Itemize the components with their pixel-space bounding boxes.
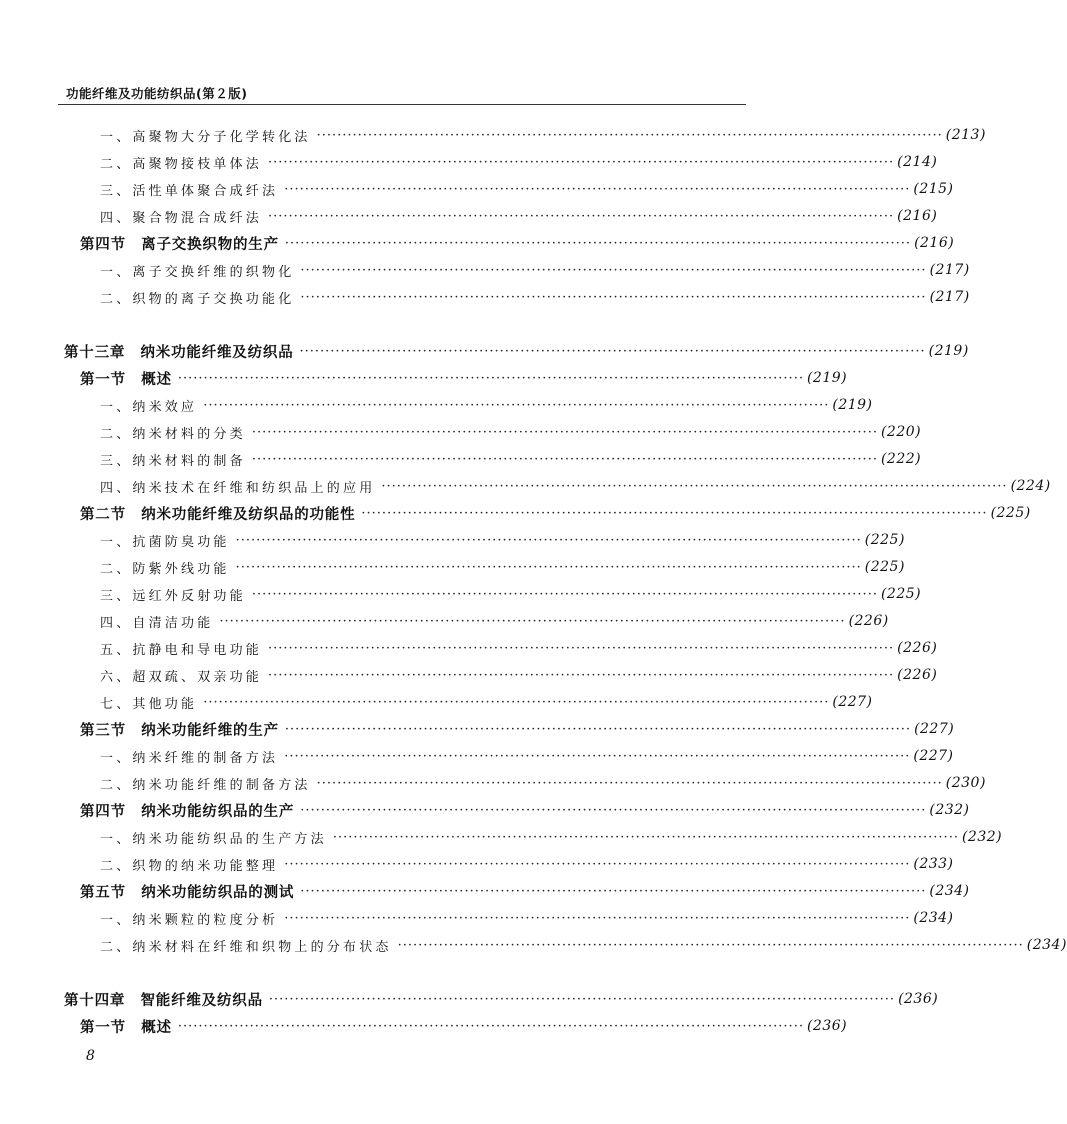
toc-page-number: (225) xyxy=(864,559,905,575)
toc-entry-title: 三、纳米材料的制备 xyxy=(100,453,246,469)
toc-page-number: (227) xyxy=(832,694,873,710)
toc-entry-title: 一、纳米功能纺织品的生产方法 xyxy=(100,831,327,847)
toc-entry-title: 二、高聚物接枝单体法 xyxy=(100,156,263,172)
toc-page-number: (233) xyxy=(913,856,954,872)
toc-item xyxy=(100,421,922,443)
dot-leader: ·························································································································· xyxy=(284,748,911,764)
dot-leader: ·························································································································· xyxy=(268,154,895,170)
toc-page-number: (226) xyxy=(897,667,938,683)
dot-leader: ·························································································································· xyxy=(316,127,943,143)
toc-entry-title: 五、抗静电和导电功能 xyxy=(100,642,263,658)
toc-entry-title: 七、其他功能 xyxy=(100,696,198,712)
toc-item xyxy=(100,529,905,551)
toc-page-number: (219) xyxy=(928,343,969,359)
dot-leader: ·························································································································· xyxy=(203,397,830,413)
toc-page-number: (236) xyxy=(806,1018,848,1034)
toc-page-number: (230) xyxy=(945,775,986,791)
toc-page-number: (214) xyxy=(897,154,938,170)
toc-section xyxy=(80,880,970,902)
toc-page-number: (226) xyxy=(897,640,938,656)
toc-page-number: (234) xyxy=(929,883,970,899)
toc-item xyxy=(100,934,1067,956)
toc-page-number: (225) xyxy=(864,532,905,548)
toc-section xyxy=(80,502,1031,524)
toc-entry-title: 第三节 纳米功能纤维的生产 xyxy=(80,722,279,739)
toc-entry-title: 一、高聚物大分子化学转化法 xyxy=(100,129,311,145)
dot-leader: ·························································································································· xyxy=(284,856,911,872)
dot-leader: ·························································································································· xyxy=(235,559,862,575)
toc-page-number: (236) xyxy=(898,991,939,1007)
toc-page-number: (227) xyxy=(913,748,954,764)
dot-leader: ·························································································································· xyxy=(268,640,895,656)
toc-item xyxy=(100,772,986,794)
dot-leader: ·························································································································· xyxy=(300,262,927,278)
toc-item xyxy=(100,178,954,200)
toc-item xyxy=(100,853,954,875)
toc-entry-title: 四、纳米技术在纤维和纺织品上的应用 xyxy=(100,480,376,496)
toc-item xyxy=(100,475,1051,497)
dot-leader: ·························································································································· xyxy=(177,1018,804,1034)
toc-entry-title: 第一节 概述 xyxy=(80,371,172,388)
dot-leader: ·························································································································· xyxy=(299,343,926,359)
toc-entry-title: 六、超双疏、双亲功能 xyxy=(100,669,263,685)
dot-leader: ·························································································································· xyxy=(300,802,927,818)
toc-entry-title: 第十三章 纳米功能纤维及纺织品 xyxy=(64,344,294,361)
toc-page-number: (226) xyxy=(848,613,889,629)
toc-item xyxy=(100,556,905,578)
dot-leader: ·························································································································· xyxy=(300,289,927,305)
toc-entry-title: 二、织物的纳米功能整理 xyxy=(100,858,279,874)
dot-leader: ·························································································································· xyxy=(284,235,912,251)
toc-chapter xyxy=(64,988,939,1010)
toc-item xyxy=(100,637,938,659)
dot-leader: ·························································································································· xyxy=(316,775,943,791)
toc-entry-title: 第一节 概述 xyxy=(80,1019,172,1036)
toc-page-number: (222) xyxy=(880,451,922,467)
toc-page-number: (225) xyxy=(880,586,922,602)
toc-page-number: (232) xyxy=(961,829,1003,845)
toc-page-number: (220) xyxy=(880,424,922,440)
toc-item xyxy=(100,826,1003,848)
dot-leader: ·························································································································· xyxy=(235,532,862,548)
dot-leader: ·························································································································· xyxy=(284,181,911,197)
toc-item xyxy=(100,745,954,767)
toc-entry-title: 三、远红外反射功能 xyxy=(100,588,246,604)
dot-leader: ·························································································································· xyxy=(268,991,896,1007)
toc-page-number: (216) xyxy=(897,208,938,224)
toc-section xyxy=(80,718,955,740)
dot-leader: ·························································································································· xyxy=(251,424,878,440)
toc-section xyxy=(80,1015,848,1037)
toc-entry-title: 第四节 纳米功能纺织品的生产 xyxy=(80,803,295,820)
dot-leader: ·························································································································· xyxy=(177,370,804,386)
toc-entry-title: 四、自清洁功能 xyxy=(100,615,214,631)
toc-entry-title: 四、聚合物混合成纤法 xyxy=(100,210,263,226)
toc-item xyxy=(100,151,938,173)
toc-entry-title: 一、纳米颗粒的粒度分析 xyxy=(100,912,279,928)
dot-leader: ·························································································································· xyxy=(397,937,1024,953)
toc-page-number: (213) xyxy=(945,127,986,143)
toc-item xyxy=(100,259,970,281)
toc-entry-title: 一、纳米效应 xyxy=(100,399,198,415)
toc-page-number: (216) xyxy=(914,235,955,251)
toc-entry-title: 二、纳米材料的分类 xyxy=(100,426,246,442)
toc-page-number: (215) xyxy=(913,181,954,197)
toc-item xyxy=(100,124,986,146)
toc-item xyxy=(100,907,954,929)
toc-entry-title: 二、纳米材料在纤维和织物上的分布状态 xyxy=(100,939,392,955)
toc-entry-title: 二、纳米功能纤维的制备方法 xyxy=(100,777,311,793)
toc-entry-title: 第五节 纳米功能纺织品的测试 xyxy=(80,884,295,901)
toc-item xyxy=(100,205,938,227)
toc-item xyxy=(100,664,938,686)
dot-leader: ·························································································································· xyxy=(251,451,878,467)
toc-page-number: (234) xyxy=(1026,937,1067,953)
toc-entry-title: 二、防紫外线功能 xyxy=(100,561,230,577)
toc-item xyxy=(100,448,922,470)
dot-leader: ·························································································································· xyxy=(361,505,988,521)
dot-leader: ·························································································································· xyxy=(300,883,927,899)
toc-page-number: (219) xyxy=(832,397,873,413)
toc-page-number: (217) xyxy=(929,262,970,278)
toc-item xyxy=(100,583,922,605)
dot-leader: ·························································································································· xyxy=(284,910,911,926)
toc-entry-title: 三、活性单体聚合成纤法 xyxy=(100,183,279,199)
toc-item xyxy=(100,286,970,308)
toc-section xyxy=(80,232,955,254)
dot-leader: ·························································································································· xyxy=(268,667,895,683)
toc-page-number: (219) xyxy=(806,370,848,386)
dot-leader: ·························································································································· xyxy=(284,721,912,737)
header-rule xyxy=(58,104,746,105)
toc-page-number: (224) xyxy=(1010,478,1051,494)
toc-page-number: (232) xyxy=(929,802,970,818)
toc-page-number: (225) xyxy=(990,505,1031,521)
dot-leader: ·························································································································· xyxy=(332,829,959,845)
toc-chapter xyxy=(64,340,969,362)
toc-page-number: (227) xyxy=(914,721,955,737)
toc-entry-title: 一、抗菌防臭功能 xyxy=(100,534,230,550)
page-number: 8 xyxy=(86,1048,95,1064)
toc-page-number: (234) xyxy=(913,910,954,926)
toc-entry-title: 第四节 离子交换织物的生产 xyxy=(80,236,279,253)
dot-leader: ·························································································································· xyxy=(268,208,895,224)
toc-entry-title: 二、织物的离子交换功能化 xyxy=(100,291,295,307)
toc-page-number: (217) xyxy=(929,289,970,305)
toc-entry-title: 一、离子交换纤维的织物化 xyxy=(100,264,295,280)
dot-leader: ·························································································································· xyxy=(203,694,830,710)
running-header: 功能纤维及功能纺织品(第２版) xyxy=(66,86,248,101)
toc-entry-title: 第十四章 智能纤维及纺织品 xyxy=(64,992,263,1009)
toc-section xyxy=(80,799,970,821)
dot-leader: ·························································································································· xyxy=(381,478,1008,494)
toc-item xyxy=(100,394,873,416)
toc-entry-title: 一、纳米纤维的制备方法 xyxy=(100,750,279,766)
dot-leader: ·························································································································· xyxy=(251,586,878,602)
dot-leader: ·························································································································· xyxy=(219,613,846,629)
toc-entry-title: 第二节 纳米功能纤维及纺织品的功能性 xyxy=(80,506,356,523)
toc-item xyxy=(100,691,873,713)
toc-item xyxy=(100,610,889,632)
toc-section xyxy=(80,367,848,389)
